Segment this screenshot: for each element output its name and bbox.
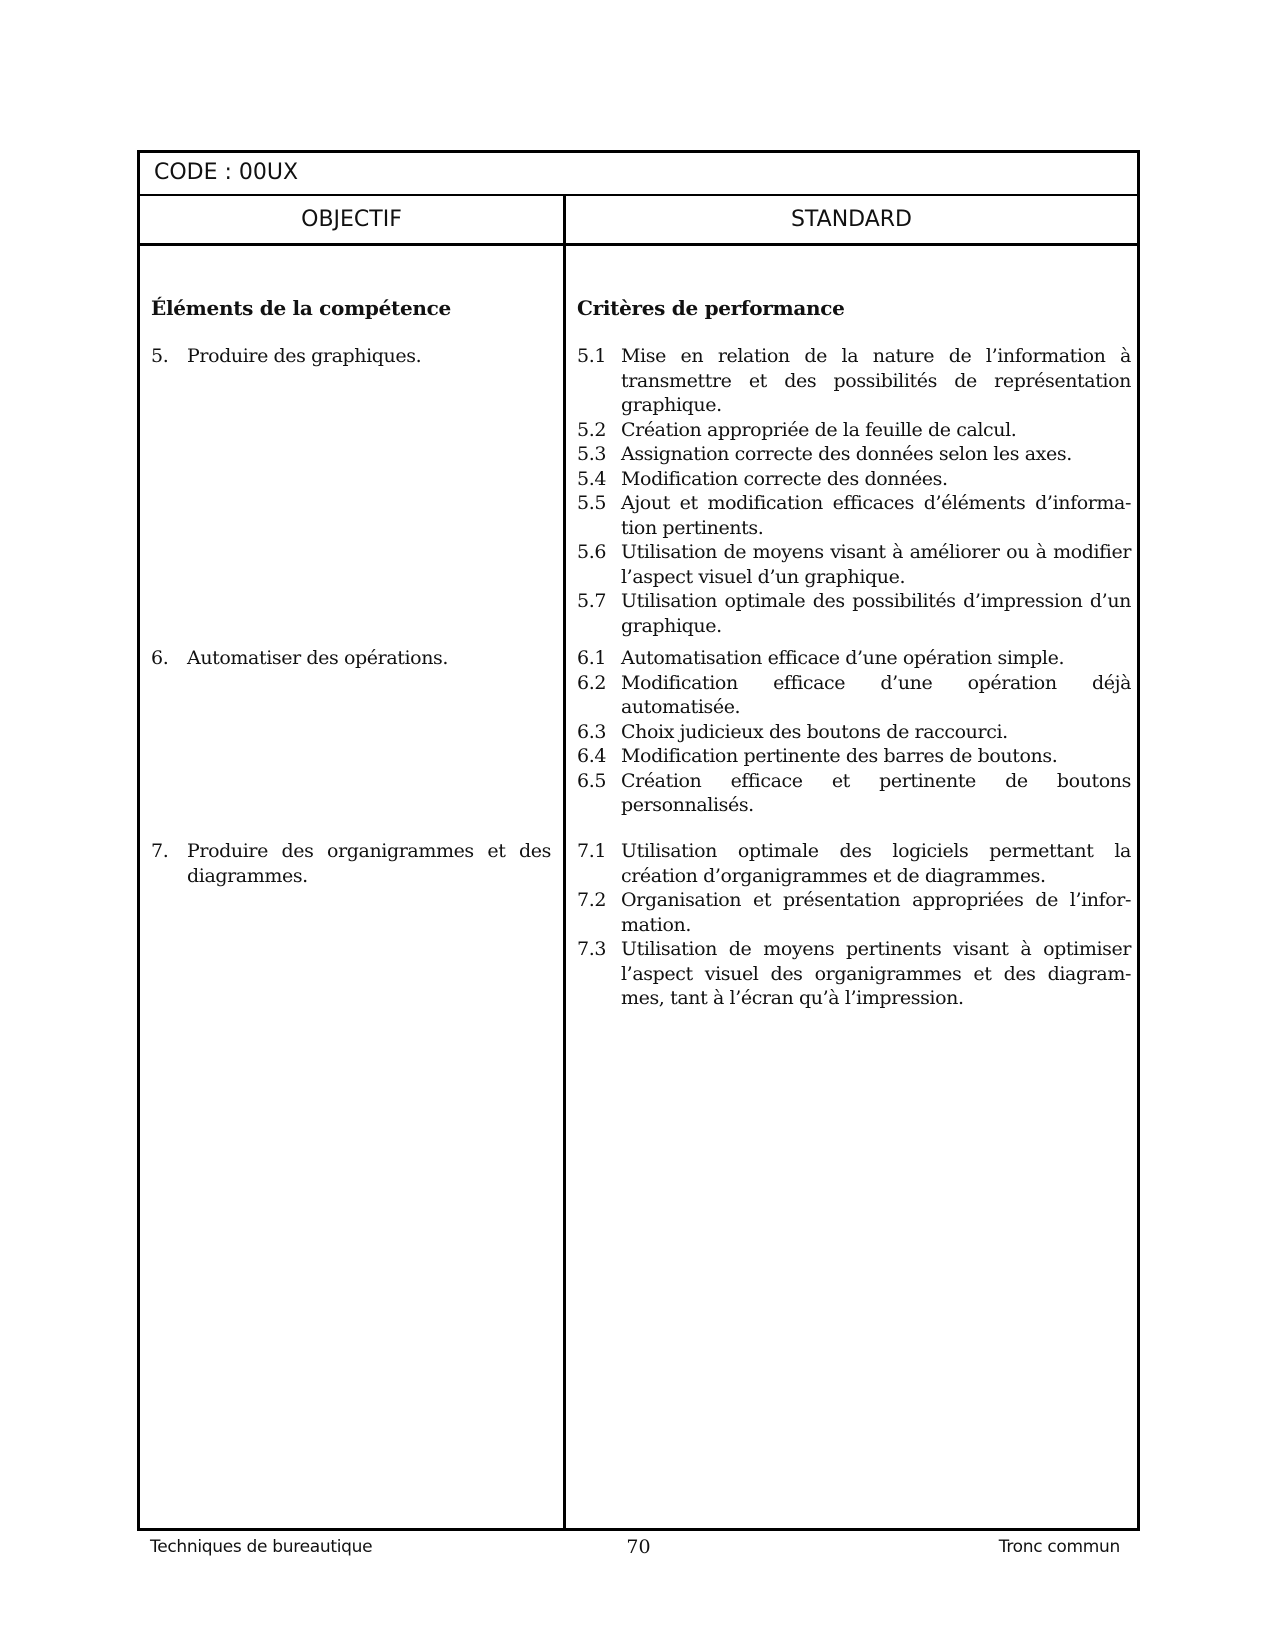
element-text: Automatiser des opérations.	[187, 647, 449, 669]
competency-table	[137, 150, 1140, 1531]
criterion-5-5	[577, 491, 1131, 540]
criterion-number: 6.1	[577, 647, 607, 669]
criterion-7-1	[577, 839, 1131, 888]
criterion-text: Choix judicieux des boutons de raccourci.	[621, 720, 1008, 743]
criterion-number: 7.3	[577, 938, 607, 960]
header-row	[140, 196, 1137, 246]
column-divider	[563, 196, 566, 1528]
element-7	[151, 839, 551, 888]
criterion-text: Organisation et présentation appropriées de l’infor-mation.	[621, 889, 1131, 936]
criterion-number: 5.6	[577, 541, 607, 563]
element-5	[151, 344, 551, 369]
element-number: 5.	[151, 345, 169, 367]
criterion-text: Assignation correcte des données selon les axes.	[621, 443, 1072, 465]
criterion-text: Modification pertinente des barres de boutons.	[621, 745, 1058, 767]
criterion-text: Utilisation optimale des possibilités d’impression d’un graphique.	[621, 590, 1131, 637]
criterion-5-1	[577, 344, 1131, 418]
page-number: 70	[626, 1536, 651, 1558]
criterion-7-3	[577, 937, 1131, 1011]
objectif-column	[151, 246, 551, 1528]
criteria-title: Critères de performance	[577, 296, 845, 320]
footer-program: Techniques de bureautique	[150, 1537, 373, 1557]
criterion-number: 5.1	[577, 345, 607, 367]
criterion-6-1	[577, 646, 1131, 671]
criterion-number: 7.2	[577, 889, 607, 911]
element-number: 7.	[151, 840, 169, 862]
criterion-number: 6.2	[577, 671, 607, 694]
standard-column	[577, 246, 1131, 1528]
header-standard: STANDARD	[790, 207, 913, 232]
criteria-group-5	[577, 344, 1131, 638]
criterion-number: 6.5	[577, 769, 607, 792]
criterion-6-5	[577, 769, 1131, 818]
criterion-number: 5.4	[577, 467, 607, 490]
criterion-text: Utilisation de moyens visant à améliorer ou à modifier l’aspect visuel d’un graphique.	[621, 541, 1131, 588]
criterion-6-4	[577, 744, 1131, 769]
criterion-text: Modification efficace d’une opération déjà automatisée.	[621, 671, 1131, 718]
element-text: Produire des graphiques.	[187, 345, 422, 367]
criterion-text: Création appropriée de la feuille de calcul.	[621, 418, 1017, 441]
element-number: 6.	[151, 647, 169, 669]
code-row	[140, 153, 1137, 196]
criterion-5-4	[577, 467, 1131, 492]
element-text: Produire des organigrammes et des diagrammes.	[187, 840, 551, 887]
criterion-5-2	[577, 418, 1131, 443]
criterion-text: Mise en relation de la nature de l’information à transmettre et des possibilités de représentation graphique.	[621, 345, 1131, 416]
criteria-group-7	[577, 839, 1131, 1011]
criterion-7-2	[577, 888, 1131, 937]
criterion-number: 7.1	[577, 840, 607, 862]
criterion-number: 6.4	[577, 745, 607, 767]
criterion-number: 6.3	[577, 720, 607, 743]
criterion-text: Utilisation optimale des logiciels permettant la création d’organigrammes et de diagrammes.	[621, 840, 1131, 887]
criterion-text: Création efficace et pertinente de boutons personnalisés.	[621, 769, 1131, 816]
criterion-6-3	[577, 720, 1131, 745]
criterion-text: Utilisation de moyens pertinents visant à optimiser l’aspect visuel des organigrammes et des diagram-mes, tant à l’écran qu’à l’impression.	[621, 938, 1131, 1009]
criterion-text: Modification correcte des données.	[621, 467, 948, 490]
criterion-number: 5.7	[577, 590, 607, 612]
footer-section: Tronc commun	[998, 1537, 1120, 1557]
header-objectif: OBJECTIF	[301, 207, 402, 232]
criteria-group-6	[577, 646, 1131, 818]
criterion-text: Ajout et modification efficaces d’éléments d’informa-tion pertinents.	[621, 492, 1131, 539]
elements-title: Éléments de la compétence	[151, 296, 451, 320]
code-label: CODE : 00UX	[154, 160, 299, 185]
criterion-5-7	[577, 589, 1131, 638]
criterion-number: 5.2	[577, 418, 607, 441]
element-6	[151, 646, 551, 671]
page-footer	[137, 1531, 1140, 1571]
criterion-number: 5.3	[577, 443, 607, 465]
criterion-5-3	[577, 442, 1131, 467]
criterion-6-2	[577, 671, 1131, 720]
criterion-text: Automatisation efficace d’une opération simple.	[621, 647, 1065, 669]
criterion-number: 5.5	[577, 492, 607, 514]
criterion-5-6	[577, 540, 1131, 589]
